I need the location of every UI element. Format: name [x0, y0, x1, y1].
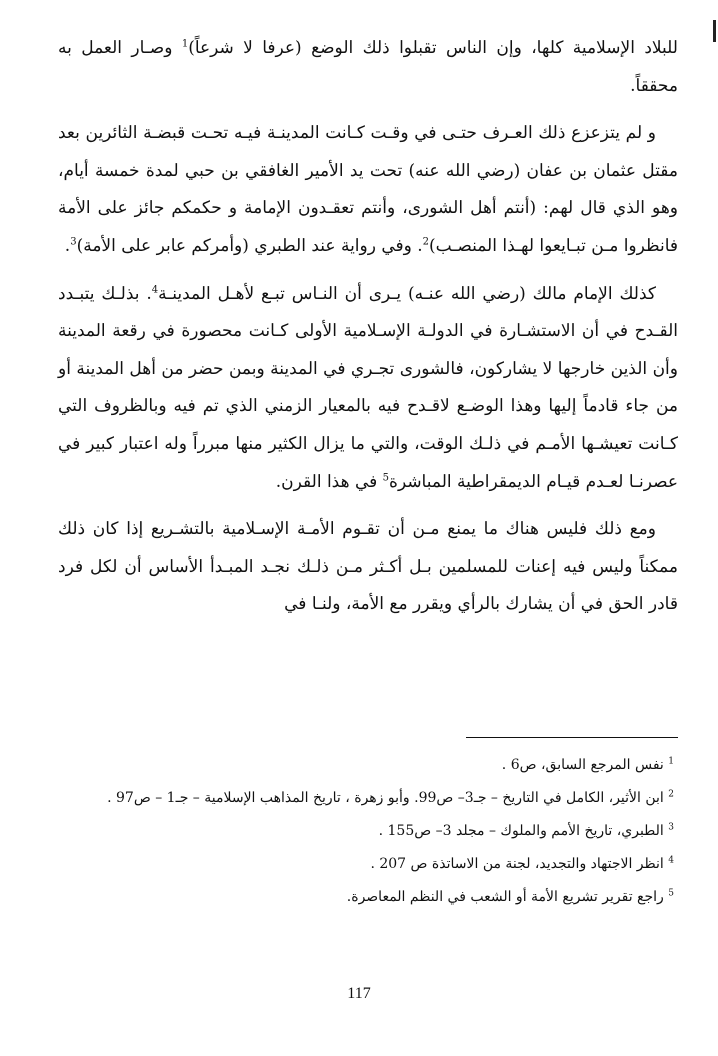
footnote-ref-3[interactable]: 3	[70, 236, 77, 248]
footnote-ref-2[interactable]: 2	[422, 236, 430, 248]
paragraph-3-text-a: كذلك الإمام مالك (رضي الله عنـه) يـرى أن النـاس تبـع لأهـل المدينـة	[158, 283, 656, 304]
footnote-2	[58, 785, 678, 812]
footnote-1	[58, 752, 678, 779]
paragraph-2	[58, 115, 678, 265]
footnote-4	[58, 851, 678, 878]
footnote-3	[58, 818, 678, 845]
paragraph-3-text-b: . بذلـك يتبـدد القـدح في أن الاستشـارة في الدولـة الإسـلامية الأولى كـانت محصورة في رقعة المدينة وأن الذين خارجها لا يشاركون، فالشورى تجـري في المدينة وبمن حضر من أهل المدينة أو من جاء قادماً إليها وهذا الوضـع لاقـدح فيه بالمعيار الزمني الذي تم فيه وبالظروف التي كـانت تعيشـها الأمـم في ذلـك الوقت، والتي ما يزال الكثير منها مبرراً وله اعتبار كبير في عصرنـا لعـدم قيـام الديمقراطية المباشرة	[58, 283, 678, 492]
footnote-number-4: 4	[668, 855, 674, 866]
paragraph-1-text-a: للبلاد الإسلامية كلها، وإن الناس تقبلوا ذلك الوضع (عرفا لا شرعاً)	[188, 38, 678, 58]
footnote-separator	[466, 737, 678, 738]
footnote-text-4: انظر الاجتهاد والتجديد، لجنة من الاساتذة ص 207 .	[370, 856, 664, 872]
paragraph-2-text-b: . وفي رواية عند الطبري (وأمركم عابر على الأمة)	[76, 235, 423, 256]
footnote-text-1: نفس المرجع السابق، ص6 .	[501, 757, 664, 773]
paragraph-2-text-c: .	[64, 235, 71, 256]
footnotes	[58, 752, 678, 917]
footnote-ref-5[interactable]: 5	[382, 471, 390, 483]
footnote-text-2: ابن الأثير، الكامل في التاريخ – جـ3– ص99. وأبو زهرة ، تاريخ المذاهب الإسلامية – جـ1 – ص97 .	[107, 790, 664, 806]
footnote-ref-4[interactable]: 4	[151, 283, 159, 295]
paragraph-3	[58, 276, 678, 502]
body-text	[58, 30, 678, 624]
footnote-number-2: 2	[668, 789, 674, 800]
paragraph-1	[58, 30, 678, 105]
paragraph-1-text-b: وصـار العمل به محققاً.	[58, 38, 678, 96]
footnote-5	[58, 884, 678, 911]
footnote-number-5: 5	[668, 888, 674, 899]
paragraph-4-text-a: ومع ذلك فليس هناك ما يمنع مـن أن تقـوم الأمـة الإسـلامية بالتشـريع إذا كان ذلك ممكناً وليس فيه إعنات للمسلمين بـل أكـثر مـن ذلـك نجـد المبـدأ الأساس أن لكل فرد قادر الحق في أن يشارك بالرأي ويقرر مع الأمة، ولنـا في	[58, 519, 678, 615]
footnote-ref-1[interactable]: 1	[181, 38, 189, 50]
paragraph-4	[58, 511, 678, 624]
footnote-number-1: 1	[668, 756, 674, 767]
footnote-text-3: الطبري، تاريخ الأمم والملوك – مجلد 3– ص155 .	[378, 823, 664, 839]
paragraph-3-text-c: في هذا القرن.	[275, 471, 383, 492]
footnote-text-5: راجع تقرير تشريع الأمة أو الشعب في النظم المعاصرة.	[346, 889, 664, 905]
page-number: 117	[347, 985, 371, 1002]
footnote-number-3: 3	[668, 822, 674, 833]
binding-mark	[713, 20, 716, 42]
paragraph-2-text-a: و لم يتزعزع ذلك العـرف حتـى في وقـت كـانت المدينـة فيـه تحـت قبضـة الثائرين بعد مقتل عثمان بن عفان (رضي الله عنه) تحت يد الأمير الغافقي بن حبي لمدة خمسة أيام، وهو الذي قال لهم: (أنتم أهل الشورى، وأنتم تعقـدون الإمامة و حكمكم جائز على الأمة فانظروا مـن تبـايعوا لهـذا المنصـب)	[58, 123, 678, 256]
